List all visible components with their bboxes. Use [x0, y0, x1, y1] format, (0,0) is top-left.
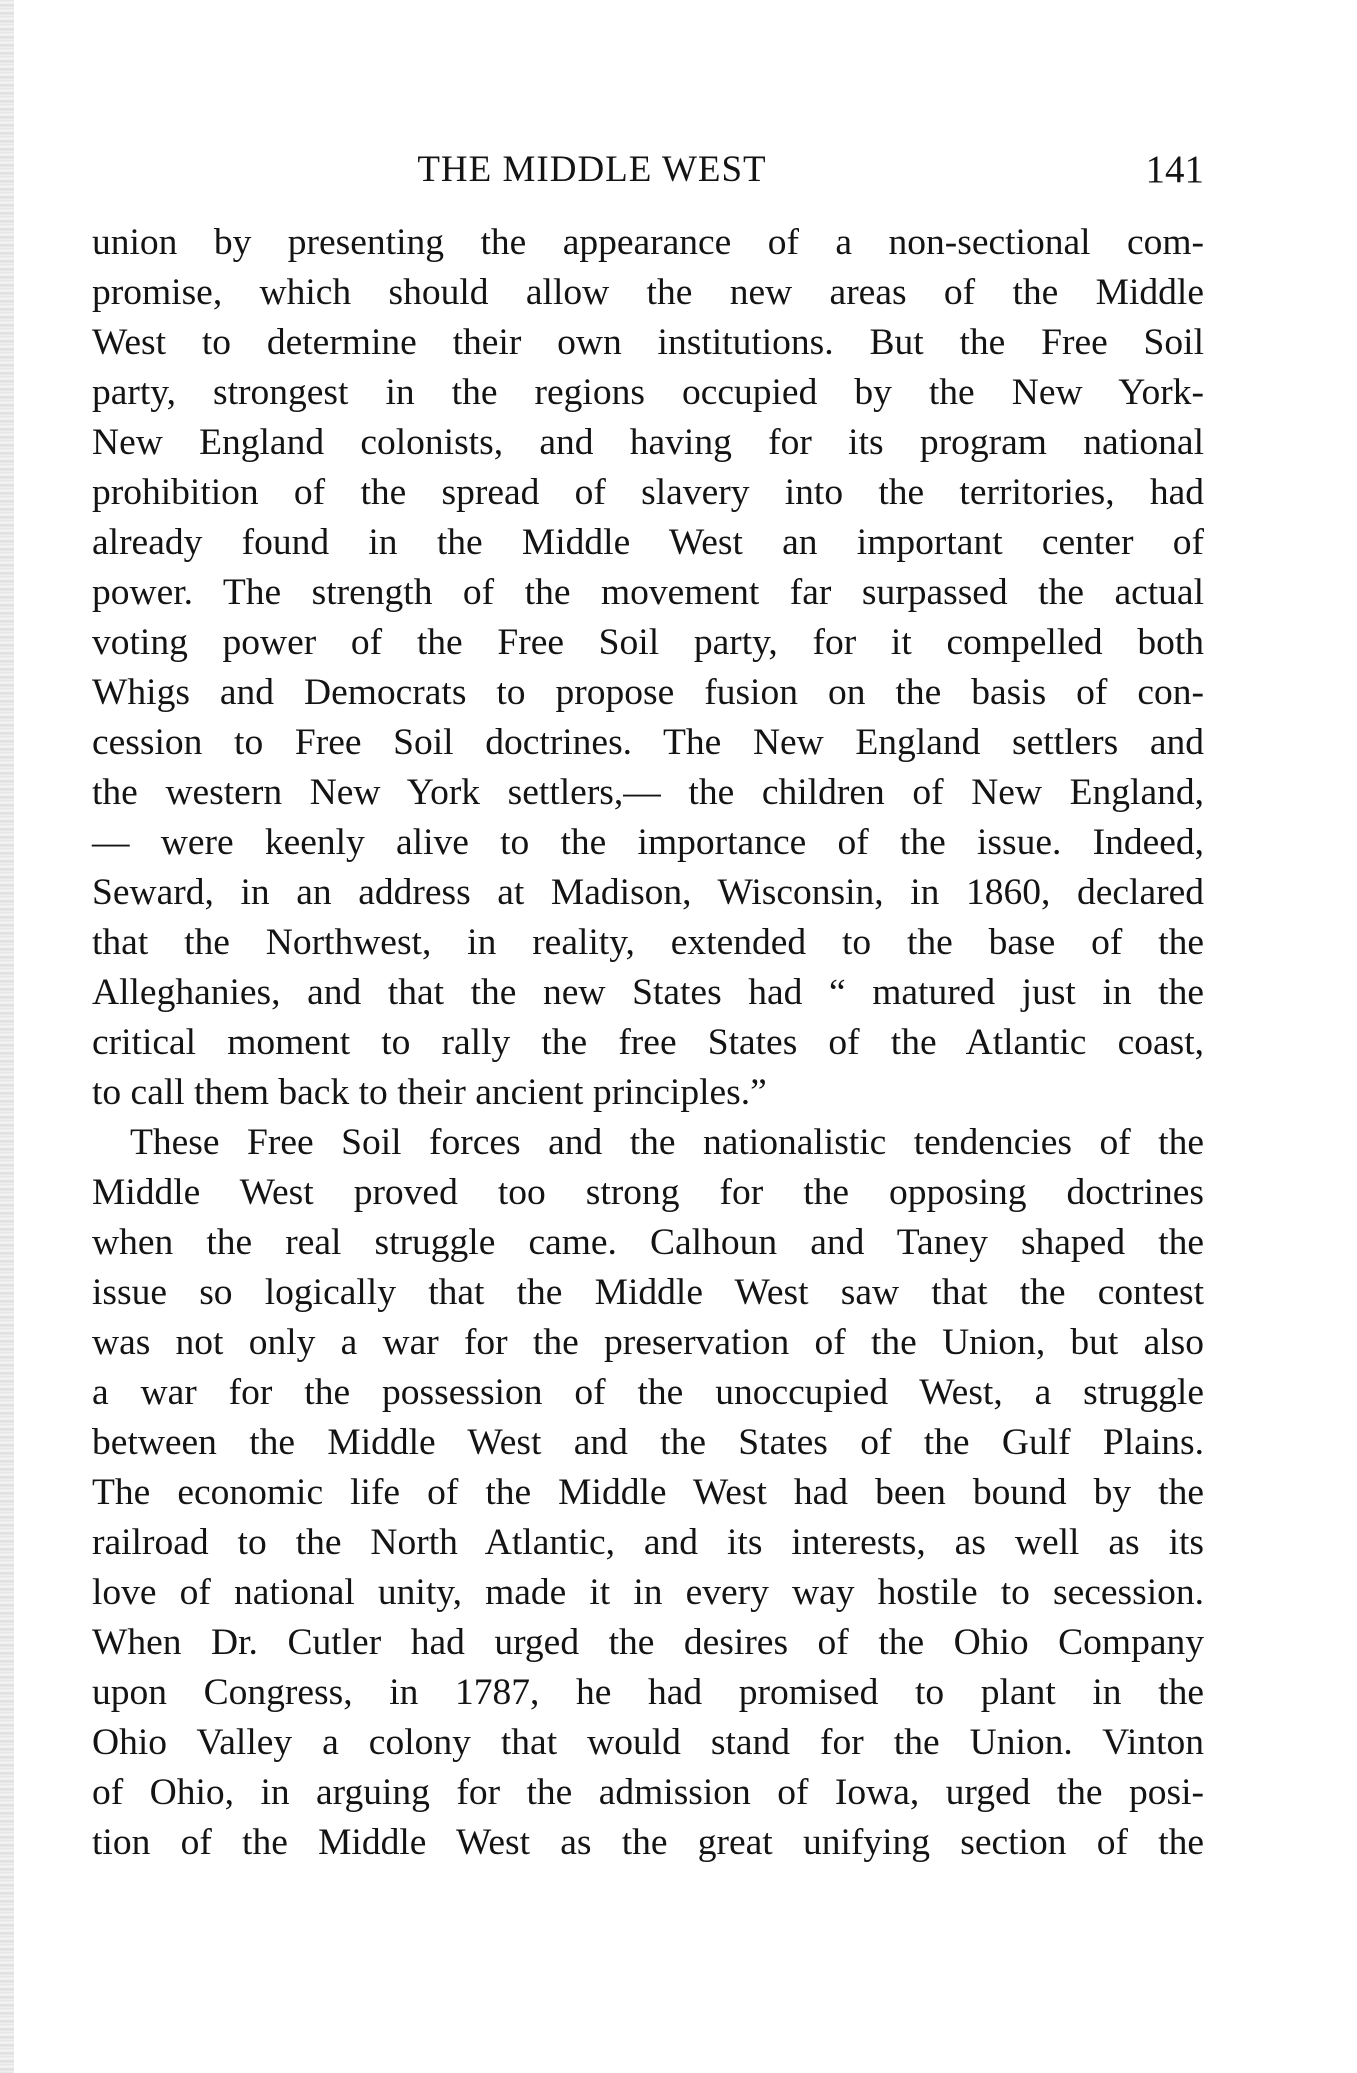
text-line: prohibition of the spread of slavery into the territories, had — [92, 472, 1204, 513]
text-line: The economic life of the Middle West had been bound by the — [92, 1472, 1204, 1513]
text-line: voting power of the Free Soil party, for it compelled both — [92, 622, 1204, 663]
text-line: Middle West proved too strong for the opposing doctrines — [92, 1172, 1204, 1213]
text-line: a war for the possession of the unoccupied West, a struggle — [92, 1372, 1204, 1413]
text-line: upon Congress, in 1787, he had promised to plant in the — [92, 1672, 1204, 1713]
text-line: Ohio Valley a colony that would stand for the Union. Vinton — [92, 1722, 1204, 1763]
text-line: party, strongest in the regions occupied by the New York- — [92, 372, 1204, 413]
book-page — [92, 0, 1204, 2073]
text-line: When Dr. Cutler had urged the desires of the Ohio Company — [92, 1622, 1204, 1663]
text-line: the western New York settlers,— the children of New England, — [92, 772, 1204, 813]
text-line: power. The strength of the movement far surpassed the actual — [92, 572, 1204, 613]
body-text — [92, 218, 1204, 1868]
text-line: that the Northwest, in reality, extended to the base of the — [92, 922, 1204, 963]
text-line: Whigs and Democrats to propose fusion on the basis of con- — [92, 672, 1204, 713]
text-line: cession to Free Soil doctrines. The New England settlers and — [92, 722, 1204, 763]
paragraph-end-line: to call them back to their ancient principles.” — [92, 1072, 767, 1113]
text-line: railroad to the North Atlantic, and its interests, as well as its — [92, 1522, 1204, 1563]
text-line: West to determine their own institutions. But the Free Soil — [92, 322, 1204, 363]
text-line: promise, which should allow the new areas of the Middle — [92, 272, 1204, 313]
text-line: issue so logically that the Middle West saw that the contest — [92, 1272, 1204, 1313]
chapter-title: THE MIDDLE WEST — [417, 149, 767, 190]
running-head — [92, 140, 1204, 200]
page-number: 141 — [1145, 148, 1204, 191]
text-line: love of national unity, made it in every way hostile to secession. — [92, 1572, 1204, 1613]
text-line: was not only a war for the preservation of the Union, but also — [92, 1322, 1204, 1363]
text-line: tion of the Middle West as the great unifying section of the — [92, 1822, 1204, 1863]
text-line: of Ohio, in arguing for the admission of Iowa, urged the posi- — [92, 1772, 1204, 1813]
text-line: between the Middle West and the States of the Gulf Plains. — [92, 1422, 1204, 1463]
text-line: critical moment to rally the free States of the Atlantic coast, — [92, 1022, 1204, 1063]
scan-edge-margin — [0, 0, 14, 2073]
text-line: New England colonists, and having for its program national — [92, 422, 1204, 463]
text-line: Seward, in an address at Madison, Wisconsin, in 1860, declared — [92, 872, 1204, 913]
text-line: union by presenting the appearance of a non-sectional com- — [92, 222, 1204, 263]
text-line: when the real struggle came. Calhoun and Taney shaped the — [92, 1222, 1204, 1263]
text-line: — were keenly alive to the importance of the issue. Indeed, — [92, 822, 1204, 863]
paragraph-start-line: These Free Soil forces and the nationalistic tendencies of the — [130, 1122, 1204, 1163]
text-line: Alleghanies, and that the new States had “ matured just in the — [92, 972, 1204, 1013]
text-line: already found in the Middle West an important center of — [92, 522, 1204, 563]
